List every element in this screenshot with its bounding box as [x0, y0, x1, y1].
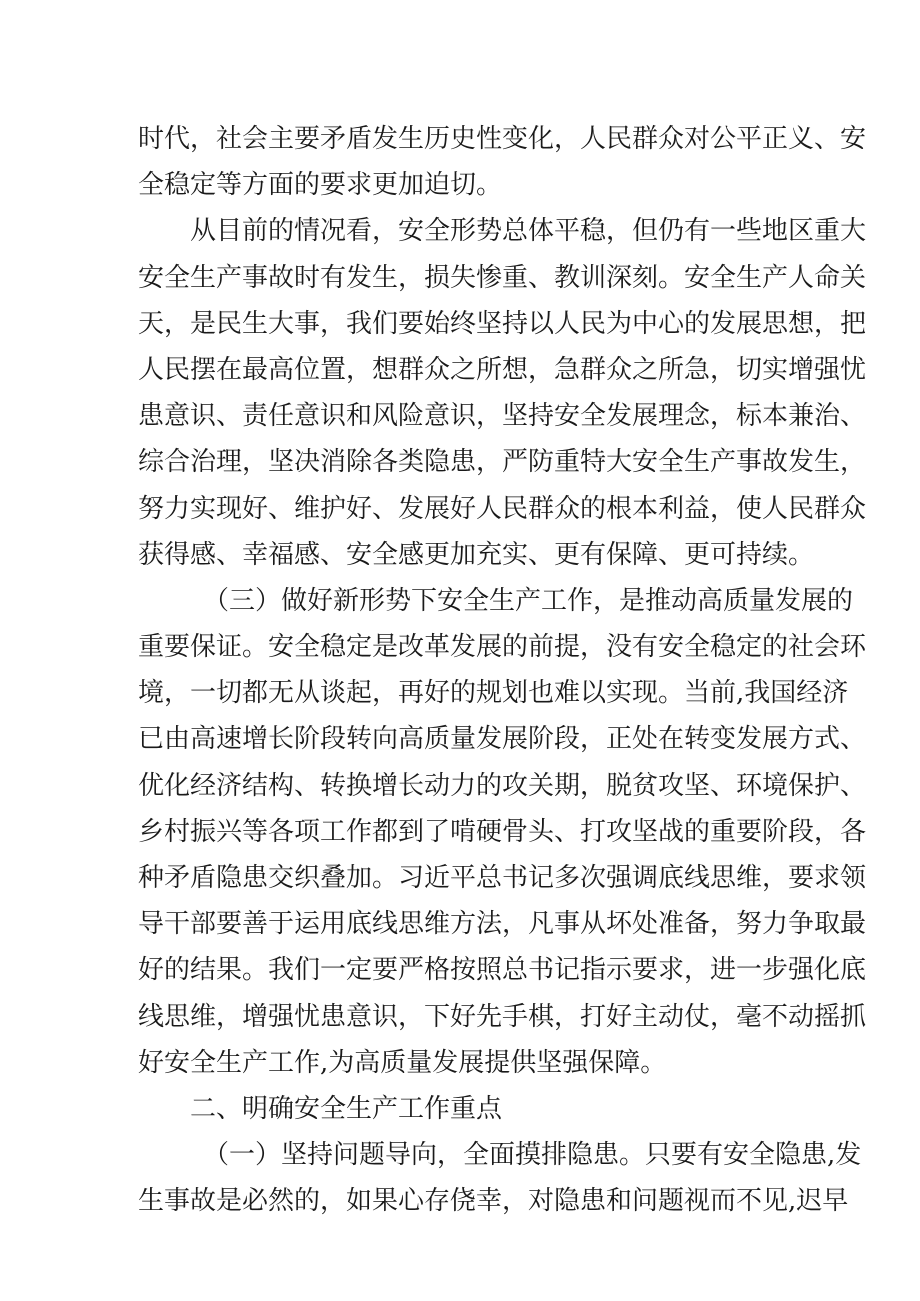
- text-line: 获得感、幸福感、安全感更加充实、更有保障、更可持续。: [138, 539, 815, 570]
- text-line: 努力实现好、维护好、发展好人民群众的根本利益，使人民群众: [138, 493, 867, 524]
- section-heading-text: 二、明确安全生产工作重点: [190, 1093, 503, 1124]
- text-line: 时代，社会主要矛盾发生历史性变化，人民群众对公平正义、安: [138, 124, 867, 154]
- text-line: （一）坚持问题导向，全面摸排隐患。只要有安全隐患,发: [203, 1140, 862, 1171]
- text-line: 乡村振兴等各项工作都到了啃硬骨头、打攻坚战的重要阶段，各: [138, 816, 867, 847]
- text-line: 优化经济结构、转换增长动力的攻关期，脱贫攻坚、环境保护、: [138, 770, 867, 801]
- text-line: 从目前的情况看，安全形势总体平稳，但仍有一些地区重大: [190, 216, 867, 247]
- text-line: 综合治理，坚决消除各类隐患，严防重特大安全生产事故发生，: [138, 447, 867, 478]
- paragraph-section-three: [138, 578, 867, 1086]
- section-heading-two: [138, 1086, 788, 1132]
- text-line: 种矛盾隐患交织叠加。习近平总书记多次强调底线思维，要求领: [138, 863, 867, 893]
- paragraph-section-one: [138, 1132, 862, 1224]
- text-line: 线思维，增强忧患意识，下好先手棋，打好主动仗，毫不动摇抓: [138, 1001, 867, 1032]
- document-body: [138, 116, 867, 1225]
- text-line: 患意识、责任意识和风险意识，坚持安全发展理念，标本兼治、: [138, 401, 867, 432]
- text-line: 人民摆在最高位置，想群众之所想，急群众之所急，切实增强忧: [138, 354, 867, 385]
- text-line: 境，一切都无从谈起，再好的规划也难以实现。当前,我国经济: [138, 678, 849, 709]
- text-line: 天，是民生大事，我们要始终坚持以人民为中心的发展思想，把: [138, 308, 867, 339]
- text-line: 导干部要善于运用底线思维方法，凡事从坏处准备，努力争取最: [138, 909, 867, 940]
- paragraph-situation: [138, 208, 867, 578]
- text-line: 重要保证。安全稳定是改革发展的前提，没有安全稳定的社会环: [138, 632, 867, 663]
- text-line: （三）做好新形势下安全生产工作，是推动高质量发展的: [203, 585, 854, 616]
- paragraph-continued: [138, 116, 867, 208]
- text-line: 好的结果。我们一定要严格按照总书记指示要求，进一步强化底: [138, 955, 867, 986]
- text-line: 已由高速增长阶段转向高质量发展阶段，正处在转变发展方式、: [138, 724, 867, 755]
- text-line: 全稳定等方面的要求更加迫切。: [138, 170, 503, 201]
- text-line: 安全生产事故时有发生，损失惨重、教训深刻。安全生产人命关: [138, 262, 867, 293]
- text-line: 好安全生产工作,为高质量发展提供坚强保障。: [138, 1047, 667, 1078]
- text-line: 生事故是必然的，如果心存侥幸，对隐患和问题视而不见,迟早: [138, 1186, 849, 1217]
